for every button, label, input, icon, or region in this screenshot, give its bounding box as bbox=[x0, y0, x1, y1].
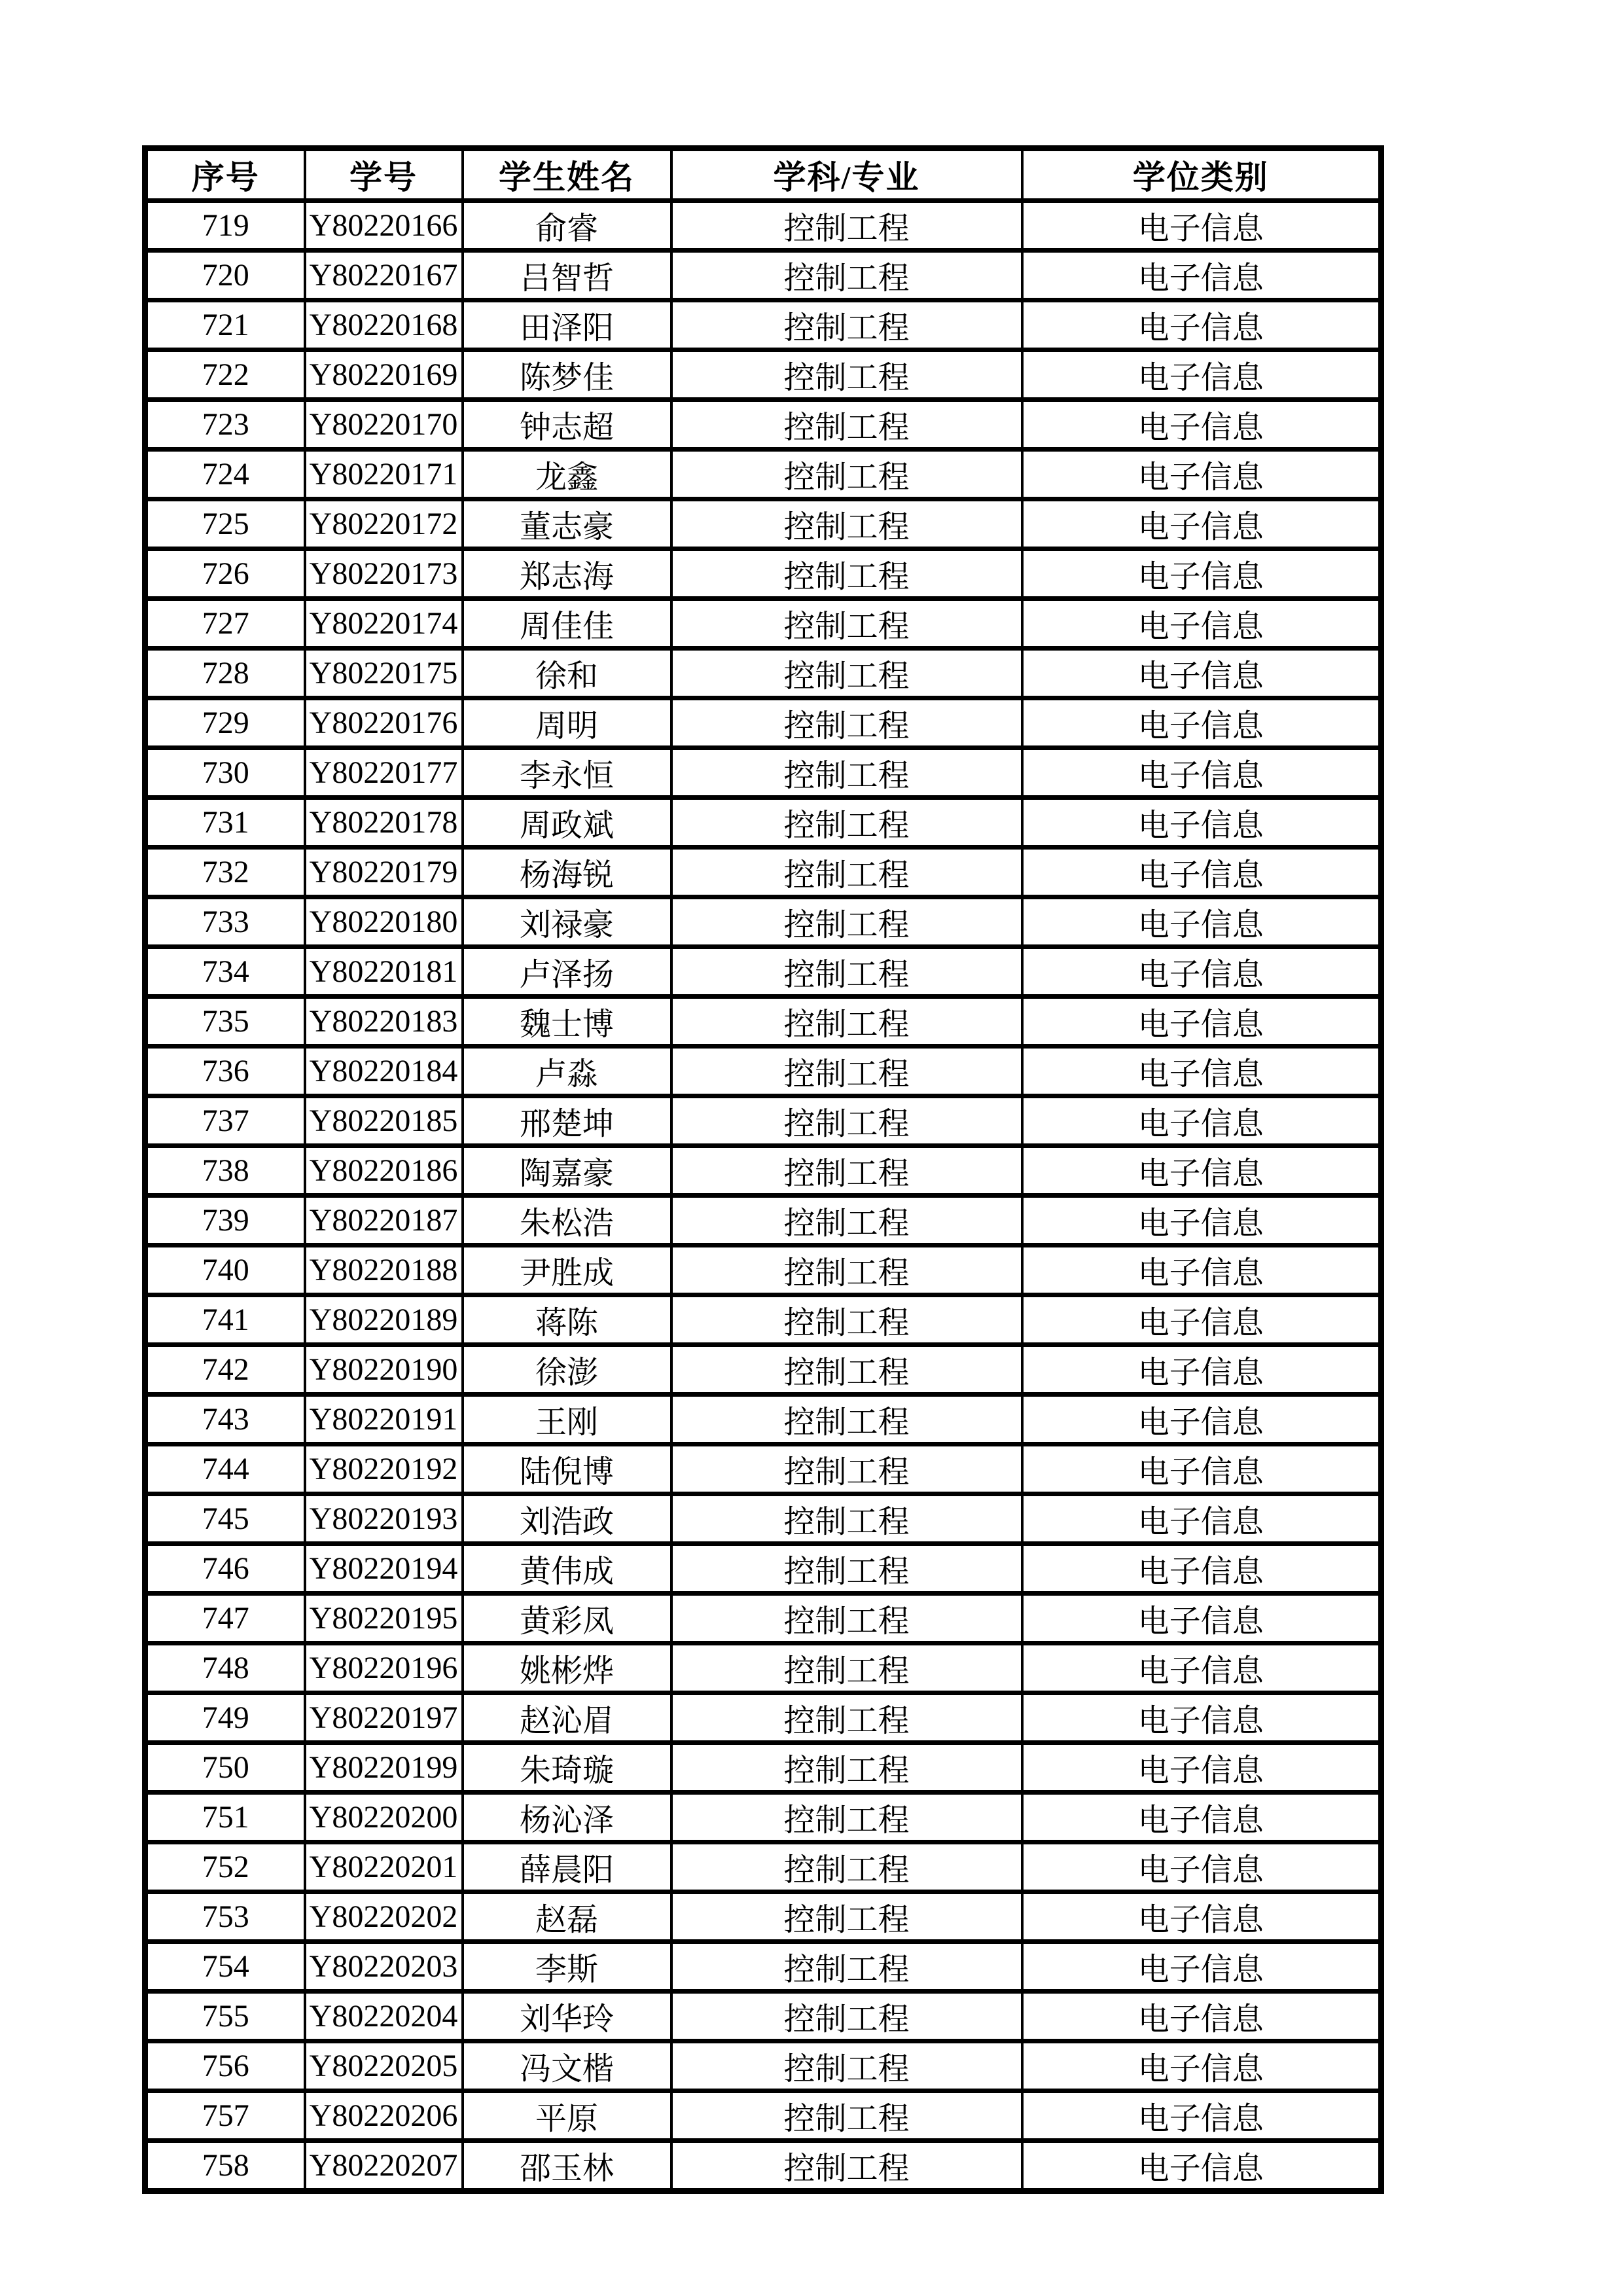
cell-serial: 740 bbox=[145, 1246, 305, 1295]
cell-major: 控制工程 bbox=[671, 300, 1022, 350]
cell-major: 控制工程 bbox=[671, 499, 1022, 549]
table-row bbox=[145, 1444, 1382, 1494]
cell-name: 陈梦佳 bbox=[463, 350, 671, 400]
cell-name: 薛晨阳 bbox=[463, 1842, 671, 1892]
cell-serial: 723 bbox=[145, 400, 305, 450]
cell-degree: 电子信息 bbox=[1022, 897, 1382, 947]
cell-student-id: Y80220207 bbox=[305, 2141, 463, 2191]
cell-serial: 754 bbox=[145, 1942, 305, 1992]
cell-name: 蒋陈 bbox=[463, 1295, 671, 1345]
cell-serial: 741 bbox=[145, 1295, 305, 1345]
cell-degree: 电子信息 bbox=[1022, 1146, 1382, 1196]
table-row bbox=[145, 2091, 1382, 2141]
table-row bbox=[145, 1842, 1382, 1892]
cell-serial: 739 bbox=[145, 1196, 305, 1246]
cell-name: 郑志海 bbox=[463, 549, 671, 599]
cell-serial: 729 bbox=[145, 698, 305, 748]
cell-major: 控制工程 bbox=[671, 1345, 1022, 1395]
cell-degree: 电子信息 bbox=[1022, 1096, 1382, 1146]
cell-degree: 电子信息 bbox=[1022, 2091, 1382, 2141]
table-row bbox=[145, 947, 1382, 997]
cell-major: 控制工程 bbox=[671, 698, 1022, 748]
table-row bbox=[145, 1892, 1382, 1942]
cell-major: 控制工程 bbox=[671, 2141, 1022, 2191]
cell-serial: 726 bbox=[145, 549, 305, 599]
cell-degree: 电子信息 bbox=[1022, 1196, 1382, 1246]
cell-degree: 电子信息 bbox=[1022, 848, 1382, 897]
cell-degree: 电子信息 bbox=[1022, 549, 1382, 599]
table-row bbox=[145, 450, 1382, 499]
table-row bbox=[145, 1196, 1382, 1246]
table-row bbox=[145, 649, 1382, 698]
cell-serial: 755 bbox=[145, 1992, 305, 2041]
cell-student-id: Y80220173 bbox=[305, 549, 463, 599]
table-row bbox=[145, 549, 1382, 599]
cell-degree: 电子信息 bbox=[1022, 1345, 1382, 1395]
cell-name: 刘禄豪 bbox=[463, 897, 671, 947]
cell-major: 控制工程 bbox=[671, 1196, 1022, 1246]
cell-name: 冯文楷 bbox=[463, 2041, 671, 2091]
cell-name: 朱松浩 bbox=[463, 1196, 671, 1246]
cell-degree: 电子信息 bbox=[1022, 649, 1382, 698]
cell-student-id: Y80220193 bbox=[305, 1494, 463, 1544]
table-row bbox=[145, 997, 1382, 1047]
table-row bbox=[145, 201, 1382, 251]
cell-name: 杨沁泽 bbox=[463, 1793, 671, 1842]
cell-student-id: Y80220203 bbox=[305, 1942, 463, 1992]
cell-degree: 电子信息 bbox=[1022, 1494, 1382, 1544]
table-row bbox=[145, 1345, 1382, 1395]
cell-name: 黄伟成 bbox=[463, 1544, 671, 1594]
table-row bbox=[145, 1743, 1382, 1793]
cell-degree: 电子信息 bbox=[1022, 300, 1382, 350]
cell-serial: 742 bbox=[145, 1345, 305, 1395]
cell-major: 控制工程 bbox=[671, 1395, 1022, 1444]
header-row bbox=[145, 149, 1382, 201]
cell-major: 控制工程 bbox=[671, 2041, 1022, 2091]
table-row bbox=[145, 1096, 1382, 1146]
cell-name: 尹胜成 bbox=[463, 1246, 671, 1295]
cell-student-id: Y80220191 bbox=[305, 1395, 463, 1444]
cell-serial: 750 bbox=[145, 1743, 305, 1793]
cell-student-id: Y80220199 bbox=[305, 1743, 463, 1793]
table-row bbox=[145, 1047, 1382, 1096]
header-serial: 序号 bbox=[145, 149, 305, 201]
cell-student-id: Y80220194 bbox=[305, 1544, 463, 1594]
cell-degree: 电子信息 bbox=[1022, 1295, 1382, 1345]
cell-student-id: Y80220206 bbox=[305, 2091, 463, 2141]
cell-name: 周政斌 bbox=[463, 798, 671, 848]
cell-name: 李斯 bbox=[463, 1942, 671, 1992]
cell-major: 控制工程 bbox=[671, 1942, 1022, 1992]
cell-major: 控制工程 bbox=[671, 1146, 1022, 1196]
cell-major: 控制工程 bbox=[671, 1643, 1022, 1693]
cell-degree: 电子信息 bbox=[1022, 400, 1382, 450]
cell-serial: 719 bbox=[145, 201, 305, 251]
table-row bbox=[145, 1942, 1382, 1992]
cell-student-id: Y80220184 bbox=[305, 1047, 463, 1096]
table-row bbox=[145, 1544, 1382, 1594]
cell-degree: 电子信息 bbox=[1022, 201, 1382, 251]
cell-degree: 电子信息 bbox=[1022, 997, 1382, 1047]
cell-serial: 731 bbox=[145, 798, 305, 848]
cell-student-id: Y80220185 bbox=[305, 1096, 463, 1146]
cell-major: 控制工程 bbox=[671, 1444, 1022, 1494]
cell-major: 控制工程 bbox=[671, 1494, 1022, 1544]
cell-student-id: Y80220205 bbox=[305, 2041, 463, 2091]
cell-student-id: Y80220181 bbox=[305, 947, 463, 997]
cell-name: 朱琦璇 bbox=[463, 1743, 671, 1793]
cell-serial: 734 bbox=[145, 947, 305, 997]
cell-major: 控制工程 bbox=[671, 748, 1022, 798]
cell-degree: 电子信息 bbox=[1022, 1992, 1382, 2041]
cell-major: 控制工程 bbox=[671, 1693, 1022, 1743]
cell-name: 徐澎 bbox=[463, 1345, 671, 1395]
cell-major: 控制工程 bbox=[671, 1246, 1022, 1295]
cell-student-id: Y80220177 bbox=[305, 748, 463, 798]
cell-student-id: Y80220166 bbox=[305, 201, 463, 251]
table-row bbox=[145, 251, 1382, 300]
cell-student-id: Y80220174 bbox=[305, 599, 463, 649]
cell-name: 邢楚坤 bbox=[463, 1096, 671, 1146]
cell-major: 控制工程 bbox=[671, 1544, 1022, 1594]
table-row bbox=[145, 1395, 1382, 1444]
cell-serial: 758 bbox=[145, 2141, 305, 2191]
cell-student-id: Y80220196 bbox=[305, 1643, 463, 1693]
cell-name: 卢泽扬 bbox=[463, 947, 671, 997]
cell-degree: 电子信息 bbox=[1022, 698, 1382, 748]
table-row bbox=[145, 499, 1382, 549]
cell-major: 控制工程 bbox=[671, 251, 1022, 300]
cell-major: 控制工程 bbox=[671, 1992, 1022, 2041]
cell-name: 俞睿 bbox=[463, 201, 671, 251]
cell-student-id: Y80220192 bbox=[305, 1444, 463, 1494]
cell-major: 控制工程 bbox=[671, 201, 1022, 251]
cell-student-id: Y80220188 bbox=[305, 1246, 463, 1295]
cell-student-id: Y80220200 bbox=[305, 1793, 463, 1842]
table-row bbox=[145, 848, 1382, 897]
cell-name: 周明 bbox=[463, 698, 671, 748]
cell-student-id: Y80220202 bbox=[305, 1892, 463, 1942]
cell-serial: 744 bbox=[145, 1444, 305, 1494]
cell-degree: 电子信息 bbox=[1022, 1594, 1382, 1643]
cell-student-id: Y80220197 bbox=[305, 1693, 463, 1743]
cell-name: 周佳佳 bbox=[463, 599, 671, 649]
cell-degree: 电子信息 bbox=[1022, 1544, 1382, 1594]
cell-student-id: Y80220168 bbox=[305, 300, 463, 350]
cell-name: 龙鑫 bbox=[463, 450, 671, 499]
cell-name: 杨海锐 bbox=[463, 848, 671, 897]
cell-student-id: Y80220180 bbox=[305, 897, 463, 947]
cell-serial: 733 bbox=[145, 897, 305, 947]
cell-serial: 720 bbox=[145, 251, 305, 300]
cell-student-id: Y80220186 bbox=[305, 1146, 463, 1196]
table-row bbox=[145, 1643, 1382, 1693]
cell-name: 王刚 bbox=[463, 1395, 671, 1444]
cell-degree: 电子信息 bbox=[1022, 1047, 1382, 1096]
cell-major: 控制工程 bbox=[671, 400, 1022, 450]
table-row bbox=[145, 1992, 1382, 2041]
cell-serial: 736 bbox=[145, 1047, 305, 1096]
cell-degree: 电子信息 bbox=[1022, 350, 1382, 400]
cell-student-id: Y80220189 bbox=[305, 1295, 463, 1345]
cell-degree: 电子信息 bbox=[1022, 798, 1382, 848]
cell-major: 控制工程 bbox=[671, 848, 1022, 897]
cell-degree: 电子信息 bbox=[1022, 1395, 1382, 1444]
header-degree: 学位类别 bbox=[1022, 149, 1382, 201]
header-student-id: 学号 bbox=[305, 149, 463, 201]
cell-serial: 737 bbox=[145, 1096, 305, 1146]
cell-student-id: Y80220172 bbox=[305, 499, 463, 549]
table-row bbox=[145, 897, 1382, 947]
cell-degree: 电子信息 bbox=[1022, 1693, 1382, 1743]
cell-degree: 电子信息 bbox=[1022, 599, 1382, 649]
cell-name: 邵玉林 bbox=[463, 2141, 671, 2191]
table-row bbox=[145, 1494, 1382, 1544]
cell-major: 控制工程 bbox=[671, 1842, 1022, 1892]
cell-major: 控制工程 bbox=[671, 1295, 1022, 1345]
table-row bbox=[145, 798, 1382, 848]
cell-major: 控制工程 bbox=[671, 997, 1022, 1047]
table-row bbox=[145, 1146, 1382, 1196]
cell-serial: 725 bbox=[145, 499, 305, 549]
cell-serial: 743 bbox=[145, 1395, 305, 1444]
cell-major: 控制工程 bbox=[671, 1047, 1022, 1096]
cell-name: 平原 bbox=[463, 2091, 671, 2141]
cell-name: 董志豪 bbox=[463, 499, 671, 549]
cell-serial: 722 bbox=[145, 350, 305, 400]
cell-degree: 电子信息 bbox=[1022, 1793, 1382, 1842]
cell-student-id: Y80220169 bbox=[305, 350, 463, 400]
cell-major: 控制工程 bbox=[671, 350, 1022, 400]
table-row bbox=[145, 1693, 1382, 1743]
cell-serial: 745 bbox=[145, 1494, 305, 1544]
table-row bbox=[145, 400, 1382, 450]
cell-degree: 电子信息 bbox=[1022, 499, 1382, 549]
cell-name: 陆倪博 bbox=[463, 1444, 671, 1494]
table-row bbox=[145, 599, 1382, 649]
cell-name: 钟志超 bbox=[463, 400, 671, 450]
cell-degree: 电子信息 bbox=[1022, 947, 1382, 997]
cell-name: 刘浩政 bbox=[463, 1494, 671, 1544]
cell-serial: 747 bbox=[145, 1594, 305, 1643]
cell-student-id: Y80220179 bbox=[305, 848, 463, 897]
student-roster-table bbox=[142, 145, 1384, 2194]
cell-student-id: Y80220195 bbox=[305, 1594, 463, 1643]
cell-degree: 电子信息 bbox=[1022, 1743, 1382, 1793]
cell-name: 吕智哲 bbox=[463, 251, 671, 300]
cell-student-id: Y80220176 bbox=[305, 698, 463, 748]
table-row bbox=[145, 2041, 1382, 2091]
cell-student-id: Y80220187 bbox=[305, 1196, 463, 1246]
cell-serial: 756 bbox=[145, 2041, 305, 2091]
cell-student-id: Y80220201 bbox=[305, 1842, 463, 1892]
header-name: 学生姓名 bbox=[463, 149, 671, 201]
cell-degree: 电子信息 bbox=[1022, 748, 1382, 798]
document-page bbox=[142, 145, 1384, 2194]
cell-serial: 727 bbox=[145, 599, 305, 649]
cell-name: 赵磊 bbox=[463, 1892, 671, 1942]
cell-student-id: Y80220175 bbox=[305, 649, 463, 698]
cell-name: 魏士博 bbox=[463, 997, 671, 1047]
cell-degree: 电子信息 bbox=[1022, 1643, 1382, 1693]
cell-student-id: Y80220178 bbox=[305, 798, 463, 848]
cell-serial: 757 bbox=[145, 2091, 305, 2141]
cell-degree: 电子信息 bbox=[1022, 1942, 1382, 1992]
cell-degree: 电子信息 bbox=[1022, 450, 1382, 499]
table-row bbox=[145, 1793, 1382, 1842]
cell-serial: 752 bbox=[145, 1842, 305, 1892]
cell-major: 控制工程 bbox=[671, 798, 1022, 848]
cell-student-id: Y80220171 bbox=[305, 450, 463, 499]
cell-serial: 721 bbox=[145, 300, 305, 350]
header-major: 学科/专业 bbox=[671, 149, 1022, 201]
cell-serial: 753 bbox=[145, 1892, 305, 1942]
table-row bbox=[145, 748, 1382, 798]
cell-major: 控制工程 bbox=[671, 549, 1022, 599]
cell-major: 控制工程 bbox=[671, 2091, 1022, 2141]
cell-student-id: Y80220170 bbox=[305, 400, 463, 450]
cell-serial: 724 bbox=[145, 450, 305, 499]
cell-student-id: Y80220167 bbox=[305, 251, 463, 300]
table-row bbox=[145, 2141, 1382, 2191]
cell-serial: 749 bbox=[145, 1693, 305, 1743]
cell-major: 控制工程 bbox=[671, 1892, 1022, 1942]
cell-serial: 738 bbox=[145, 1146, 305, 1196]
cell-serial: 751 bbox=[145, 1793, 305, 1842]
cell-name: 刘华玲 bbox=[463, 1992, 671, 2041]
cell-major: 控制工程 bbox=[671, 1096, 1022, 1146]
cell-serial: 730 bbox=[145, 748, 305, 798]
cell-degree: 电子信息 bbox=[1022, 1246, 1382, 1295]
table-row bbox=[145, 1594, 1382, 1643]
cell-name: 徐和 bbox=[463, 649, 671, 698]
roster-body bbox=[145, 201, 1382, 2191]
cell-degree: 电子信息 bbox=[1022, 1842, 1382, 1892]
cell-name: 李永恒 bbox=[463, 748, 671, 798]
cell-major: 控制工程 bbox=[671, 599, 1022, 649]
cell-student-id: Y80220190 bbox=[305, 1345, 463, 1395]
cell-serial: 728 bbox=[145, 649, 305, 698]
table-row bbox=[145, 1295, 1382, 1345]
cell-major: 控制工程 bbox=[671, 897, 1022, 947]
cell-major: 控制工程 bbox=[671, 649, 1022, 698]
table-row bbox=[145, 698, 1382, 748]
cell-degree: 电子信息 bbox=[1022, 2041, 1382, 2091]
cell-name: 黄彩凤 bbox=[463, 1594, 671, 1643]
cell-serial: 735 bbox=[145, 997, 305, 1047]
table-row bbox=[145, 300, 1382, 350]
cell-major: 控制工程 bbox=[671, 1743, 1022, 1793]
cell-major: 控制工程 bbox=[671, 1793, 1022, 1842]
table-row bbox=[145, 350, 1382, 400]
cell-name: 赵沁眉 bbox=[463, 1693, 671, 1743]
cell-major: 控制工程 bbox=[671, 450, 1022, 499]
table-row bbox=[145, 1246, 1382, 1295]
cell-student-id: Y80220183 bbox=[305, 997, 463, 1047]
cell-name: 卢淼 bbox=[463, 1047, 671, 1096]
cell-serial: 746 bbox=[145, 1544, 305, 1594]
cell-major: 控制工程 bbox=[671, 947, 1022, 997]
cell-serial: 748 bbox=[145, 1643, 305, 1693]
cell-serial: 732 bbox=[145, 848, 305, 897]
cell-degree: 电子信息 bbox=[1022, 2141, 1382, 2191]
cell-degree: 电子信息 bbox=[1022, 1892, 1382, 1942]
cell-major: 控制工程 bbox=[671, 1594, 1022, 1643]
cell-student-id: Y80220204 bbox=[305, 1992, 463, 2041]
cell-name: 田泽阳 bbox=[463, 300, 671, 350]
cell-degree: 电子信息 bbox=[1022, 1444, 1382, 1494]
cell-name: 陶嘉豪 bbox=[463, 1146, 671, 1196]
cell-degree: 电子信息 bbox=[1022, 251, 1382, 300]
cell-name: 姚彬烨 bbox=[463, 1643, 671, 1693]
